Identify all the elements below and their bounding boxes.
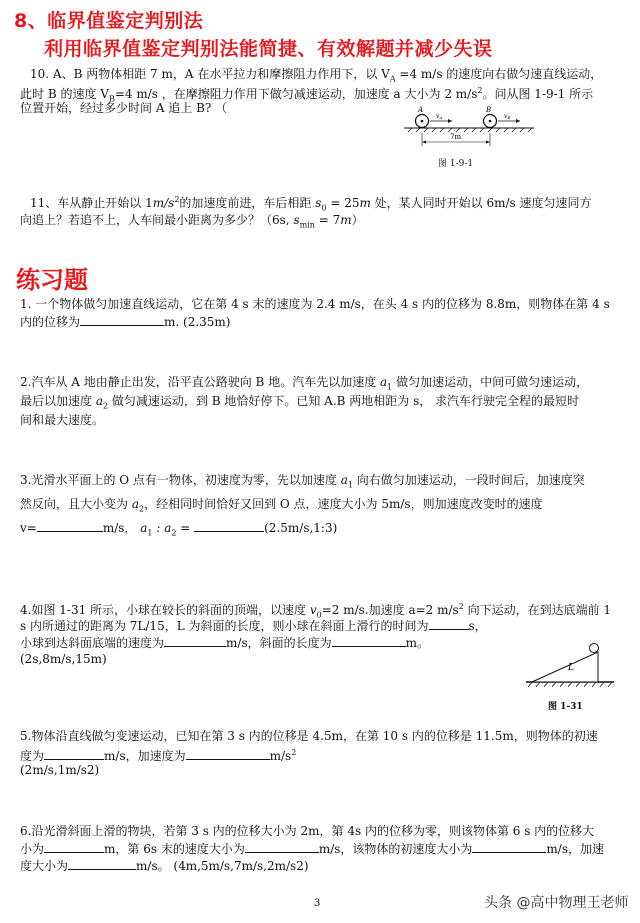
p2-line1: 2.汽车从 A 地由静止出发，沿平直公路驶向 B 地。汽车先以加速度 $a_1$ 做匀加速运动，中间可做匀速运动， (20, 375, 589, 392)
section-heading: 8、临界值鉴定判别法 (14, 10, 204, 32)
exercises-title: 练习题 (16, 266, 88, 294)
p4-line3: 小球到达斜面底端的速度为 m/s，斜面的长度为 m。 (20, 636, 429, 650)
p4-line1: 4.如图 1-31 所示，小球在较长的斜面的顶端，以速度 $v_0=2$ m/s.加速度 a=2 $m/s^2$ 向下运动，在到达底端前 1 (20, 602, 612, 620)
q11-line2: 向追上？若追不上，人车间最小距离为多少？（6s, $s_{min} = 7m$） (20, 213, 364, 230)
distance-label: 7m (450, 133, 462, 141)
p5-line1: 5.物体沿直线做匀变速运动，已知在第 3 s 内的位移是 4.5m，在第 10 s 内的位移是 11.5m，则物体的初速 (20, 729, 598, 743)
p3-line1: 3.光滑水平面上的 O 点有一物体，初速度为零，先以加速度 $a_1$ 向右做匀加速运动，一段时间后，加速度突 (20, 473, 585, 490)
answer-blank[interactable] (68, 857, 136, 870)
figure-caption-1-9-1: 图 1-9-1 (438, 159, 474, 169)
section-subheading: 利用临界值鉴定判别法能简捷、有效解题并减少失误 (44, 38, 493, 60)
label-va: vA (436, 113, 443, 120)
answer-blank[interactable] (80, 313, 164, 326)
q10-line1: 10. A、B 两物体相距 7 m，A 在水平拉力和摩擦阻力作用下，以 $V_A =4$ m/s 的速度向右做匀速直线运动， (30, 67, 603, 84)
p5-line3: (2m/s,1m/s2) (20, 763, 100, 777)
answer-blank[interactable] (44, 747, 104, 760)
label-vb: vB (504, 113, 511, 120)
p3-line3: v= m/s， $a_1$ : $a_2$ = (2.5m/s,1:3) (20, 521, 338, 538)
p6-line3: 度大小为 m/s。 (4m,5m/s,7m/s,2m/s2) (20, 859, 309, 873)
p4-line2: s 内所通过的距离为 7L/15，L 为斜面的长度，则小球在斜面上滑行的时间为 s， (20, 619, 487, 633)
answer-blank[interactable] (245, 840, 319, 853)
answer-blank[interactable] (186, 747, 270, 760)
p6-line1: 6.沿光滑斜面上滑的物块，若第 3 s 内的位移大小为 2m，第 4s 内的位移为零，则该物体第 6 s 内的位移大 (20, 824, 595, 838)
p2-line3: 间和最大速度。 (20, 413, 105, 427)
ground-hatch (528, 682, 612, 687)
q10-line2: 此时 B 的速度 $V_B=4$ m/s ，在摩擦阻力作用下做匀减速运动，加速度 a 大小为 2 $m/s^2$。问从图 1-9-1 所示 (20, 86, 594, 104)
figure-caption-1-31: 图 1-31 (548, 702, 583, 712)
figure-1-31 (522, 640, 622, 694)
answer-blank[interactable] (194, 519, 264, 532)
p4-line4: (2s,8m/s,15m) (20, 652, 107, 666)
incline (532, 652, 598, 682)
answer-blank[interactable] (44, 840, 104, 853)
p2-line2: 最后以加速度 $a_2$ 做匀减速运动，到 B 地恰好停下。已知 A.B 两地相距为 s， 求汽车行驶完全程的最短时 (20, 394, 580, 411)
label-a: A (418, 106, 424, 114)
p3-line2: 然反向，且大小变为 $a_2$，经相同时间恰好又回到 O 点，速度大小为 5m/s，则加速度改变时的速度 (20, 497, 543, 514)
ball (590, 644, 599, 653)
q10-line3: 位置开始，经过多少时间 A 追上 B? （ (20, 101, 228, 115)
page-number: 3 (314, 898, 321, 909)
p1-line2: 内的位移为 m. (2.35m) (20, 315, 231, 329)
answer-blank[interactable] (164, 634, 226, 647)
ground-hatch (408, 128, 532, 132)
answer-blank[interactable] (332, 634, 406, 647)
p6-line2: 小为 m，第 6s 末的速度大小为 m/s，该物体的初速度大小为 m/s，加速 (20, 842, 605, 856)
answer-blank[interactable] (429, 617, 469, 630)
label-l: L (568, 663, 574, 673)
p5-line2: 度为 m/s，加速度为 $m/s^2$ (20, 748, 297, 763)
q11-line1: 11、车从静止开始以 $1m/s^2$的加速度前进，车后相距 $s_0 = 25m$ 处，某人同时开始以 6m/s 速度匀速同方 (30, 195, 592, 213)
answer-blank[interactable] (472, 840, 546, 853)
label-b: B (486, 106, 492, 114)
answer-blank[interactable] (37, 519, 103, 532)
watermark: 头条 @高中物理王老师 (484, 895, 629, 911)
p1-line1: 1. 一个物体做匀加速直线运动，它在第 4 s 末的速度为 2.4 m/s，在头 4 s 内的位移为 8.8m，则物体在第 4 s (20, 297, 610, 311)
